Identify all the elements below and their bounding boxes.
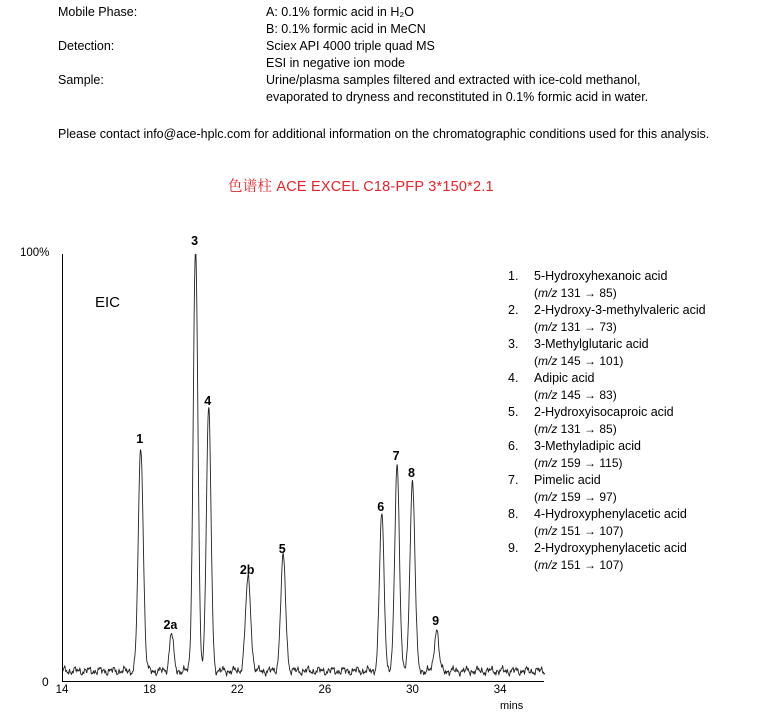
legend-item-number: 6.	[508, 439, 519, 453]
meta-row-detection	[58, 38, 758, 55]
peak-label: 4	[204, 394, 212, 409]
meta-value-cont: B: 0.1% formic acid in MeCN	[266, 22, 426, 36]
meta-label: Sample:	[58, 73, 104, 87]
legend-item	[508, 268, 770, 301]
meta-label: Mobile Phase:	[58, 5, 138, 19]
legend-item	[508, 472, 770, 505]
peak-label: 3	[191, 234, 199, 248]
legend-item-name: 4-Hydroxyphenylacetic acid	[534, 507, 687, 521]
legend-item-body	[534, 540, 770, 573]
meta-value: Sciex API 4000 triple quad MS	[266, 39, 435, 53]
legend-item-transition: (m/z 159 → 115)	[534, 455, 623, 470]
x-axis-label: mins	[500, 700, 524, 712]
legend-item-number: 3.	[508, 337, 519, 351]
x-axis-ticks	[55, 684, 544, 700]
legend-item-number: 5.	[508, 405, 519, 419]
legend-item-name: Pimelic acid	[534, 473, 601, 487]
peak-label: 2a	[163, 618, 178, 633]
legend-item-name: 2-Hydroxy-3-methylvaleric acid	[534, 303, 706, 317]
legend-item-transition: (m/z 131 → 85)	[534, 285, 617, 300]
legend-item	[508, 336, 770, 369]
x-tick-label: 26	[318, 684, 332, 696]
legend-item-body	[534, 370, 770, 403]
meta-value-cont: evaporated to dryness and reconstituted in 0.1% formic acid in water.	[266, 90, 649, 104]
legend-item-body	[534, 472, 770, 505]
peak-label: 9	[432, 613, 440, 628]
peak-label: 7	[392, 449, 400, 464]
plot-area	[62, 254, 544, 682]
legend-item-name: 3-Methyladipic acid	[534, 439, 641, 453]
legend-item-transition: (m/z 145 → 101)	[534, 353, 624, 368]
legend-item-transition: (m/z 131 → 73)	[534, 319, 617, 334]
meta-value: A: 0.1% formic acid in H₂O	[266, 5, 414, 19]
method-details	[58, 4, 758, 106]
compound-legend	[508, 268, 770, 574]
legend-item-transition: (m/z 151 → 107)	[534, 523, 624, 538]
legend-item-body	[534, 506, 770, 539]
legend-item	[508, 404, 770, 437]
legend-item-body	[534, 438, 770, 471]
legend-item	[508, 370, 770, 403]
legend-item-transition: (m/z 151 → 107)	[534, 557, 624, 572]
legend-item-transition: (m/z 159 → 97)	[534, 489, 617, 504]
legend-item	[508, 540, 770, 573]
meta-row-mobile-phase	[58, 4, 758, 21]
legend-item-number: 4.	[508, 371, 519, 385]
legend-item-body	[534, 268, 770, 301]
legend-item-number: 8.	[508, 507, 519, 521]
legend-item-transition: (m/z 131 → 85)	[534, 421, 617, 436]
legend-item	[508, 438, 770, 471]
legend-item-transition: (m/z 145 → 83)	[534, 387, 617, 402]
x-tick-label: 34	[493, 684, 507, 696]
legend-item-number: 9.	[508, 541, 519, 555]
peak-label: 5	[278, 542, 286, 557]
legend-item-name: 5-Hydroxyhexanoic acid	[534, 269, 668, 283]
legend-item-name: 2-Hydroxyphenylacetic acid	[534, 541, 687, 555]
legend-item-number: 2.	[508, 303, 519, 317]
legend-item	[508, 302, 770, 335]
column-title: 色谱柱 ACE EXCEL C18-PFP 3*150*2.1	[228, 179, 494, 195]
meta-value: Urine/plasma samples filtered and extracted with ice-cold methanol,	[266, 73, 641, 87]
chart-title: EIC	[95, 294, 121, 311]
contact-paragraph: Please contact info@ace-hplc.com for additional information on the chromatographic conditions used for this analysis.	[58, 127, 710, 141]
meta-row-sample	[58, 72, 758, 89]
x-tick-label: 30	[406, 684, 419, 696]
legend-item-name: 3-Methylglutaric acid	[534, 337, 649, 351]
x-tick-label: 22	[230, 684, 244, 696]
y-axis-min-label: 0	[42, 675, 49, 689]
meta-label: Detection:	[58, 39, 115, 53]
peak-label: 8	[407, 466, 415, 481]
peak-label: 1	[136, 432, 144, 447]
legend-item-name: Adipic acid	[534, 371, 595, 385]
x-tick-label: 18	[143, 684, 157, 696]
legend-item-number: 1.	[508, 269, 519, 283]
legend-item-body	[534, 336, 770, 369]
legend-item-body	[534, 302, 770, 335]
legend-item-body	[534, 404, 770, 437]
peak-label: 6	[377, 499, 385, 514]
meta-value-cont: ESI in negative ion mode	[266, 56, 405, 70]
peak-label: 2b	[239, 563, 255, 578]
legend-item-number: 7.	[508, 473, 519, 487]
x-tick-label: 14	[55, 684, 69, 696]
y-axis-max-label: 100%	[20, 247, 50, 259]
chromatogram-trace	[63, 254, 545, 682]
legend-item	[508, 506, 770, 539]
legend-item-name: 2-Hydroxyisocaproic acid	[534, 405, 674, 419]
